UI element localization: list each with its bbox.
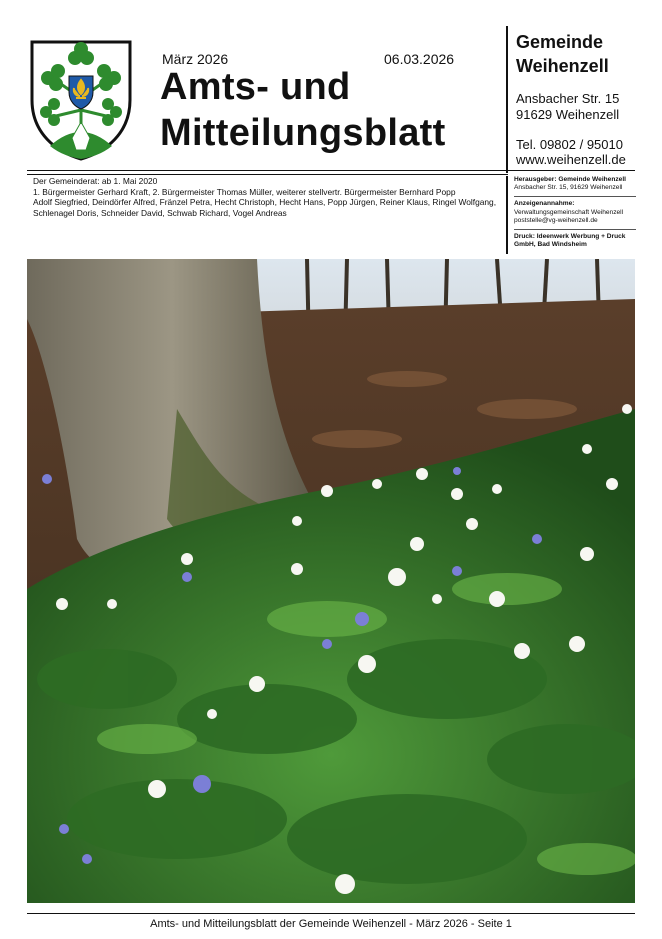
imprint-divider — [514, 229, 636, 230]
municipality-name — [516, 30, 609, 78]
council-line: Adolf Siegfried, Deindörfer Alfred, Fränzel Petra, Hecht Christoph, Hecht Hans, Popp Jürgen, Reiner Klaus, Ringel Wolfgang, — [33, 197, 497, 208]
imprint-divider — [514, 196, 636, 197]
website-link[interactable]: www.weihenzell.de — [516, 152, 626, 167]
page-title — [160, 64, 446, 156]
address-street: Ansbacher Str. 15 — [516, 91, 620, 106]
address-city: 91629 Weihenzell — [516, 107, 620, 122]
council-line: Der Gemeinderat: ab 1. Mai 2020 — [33, 176, 158, 186]
printer-line: GmbH, Bad Windsheim — [514, 241, 587, 249]
divider-vertical — [506, 176, 508, 254]
cover-photo — [27, 259, 635, 903]
phone-number: Tel. 09802 / 95010 — [516, 137, 623, 152]
printer-line: Druck: Ideenwerk Werbung + Druck — [514, 233, 626, 241]
title-line-1: Amts- und — [160, 66, 351, 108]
municipality-name-line: Gemeinde — [516, 32, 604, 52]
issue-date: 06.03.2026 — [384, 51, 455, 67]
publisher-address: Ansbacher Str. 15, 91629 Weihenzell — [514, 184, 623, 192]
divider-horizontal — [27, 170, 635, 171]
title-line-2: Mitteilungsblatt — [160, 112, 446, 154]
municipality-name-line: Weihenzell — [516, 56, 609, 76]
imprint — [514, 176, 636, 249]
publisher-label: Herausgeber: Gemeinde Weihenzell — [514, 176, 627, 183]
council-info — [33, 176, 503, 218]
ads-label: Anzeigenannahme: — [514, 200, 575, 208]
ads-email[interactable]: poststelle@vg-weihenzell.de — [514, 216, 598, 224]
divider-horizontal — [27, 174, 508, 175]
municipality-address — [516, 91, 619, 123]
coat-of-arms-icon — [28, 38, 134, 162]
council-line: Schlenagel Doris, Schneider David, Schwab Richard, Vogel Andreas — [33, 207, 287, 218]
divider-vertical — [506, 26, 508, 173]
ads-organisation: Verwaltungsgemeinschaft Weihenzell — [514, 208, 624, 216]
council-line: 1. Bürgermeister Gerhard Kraft, 2. Bürgermeister Thomas Müller, weiterer stellvertr. Bürgermeister Bernhard Popp — [33, 186, 456, 197]
issue-month: März 2026 — [162, 51, 229, 67]
municipality-contact — [516, 137, 626, 167]
footer-divider — [27, 913, 635, 914]
page-footer: Amts- und Mitteilungsblatt der Gemeinde Weihenzell - März 2026 - Seite 1 — [150, 918, 512, 930]
